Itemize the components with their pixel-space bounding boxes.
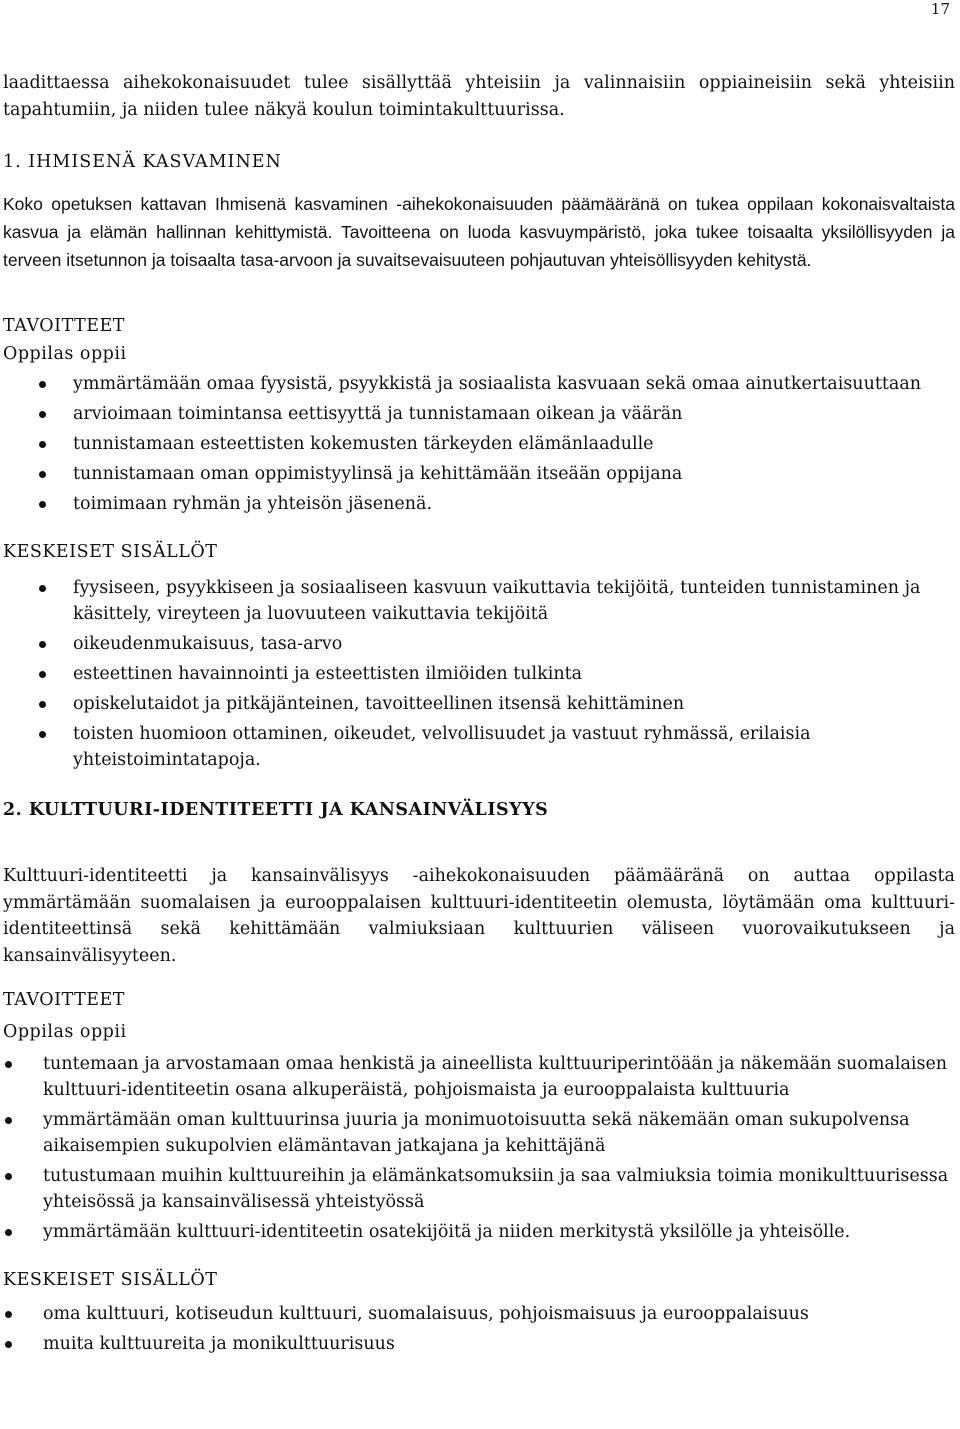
section-2-content-label: KESKEISET SISÄLLÖT <box>3 1270 218 1290</box>
list-item-text: tunnistamaan oman oppimistyylinsä ja kehittämään itseään oppijana <box>73 464 683 484</box>
list-item-text: esteettinen havainnointi ja esteettisten ilmiöiden tulkinta <box>73 664 583 684</box>
list-item-text: ymmärtämään omaa fyysistä, psyykkistä ja sosiaalista kasvuaan sekä omaa ainutkertaisuuttaan <box>73 374 922 394</box>
list-item <box>3 1051 955 1103</box>
list-item <box>3 1301 955 1327</box>
bullet-icon <box>39 501 46 508</box>
bullet-icon <box>39 471 46 478</box>
section-2-content-list <box>3 1301 955 1357</box>
section-2-paragraph: Kulttuuri-identiteetti ja kansainvälisyys -aihekokonaisuuden päämääränä on auttaa oppilasta ymmärtämään suomalaisen ja eurooppalaisen kulttuuri-identiteetin olemusta, löytämään oma kulttuuri-identiteettinsä sekä kehittämään valmiuksiaan kulttuurien väliseen vuorovaikutukseen ja kansainvälisyyteen. <box>3 866 955 966</box>
bullet-icon <box>5 1173 12 1180</box>
section-kulttuuri-identiteetti <box>3 797 955 1357</box>
section-2-goals-label: TAVOITTEET <box>3 990 125 1010</box>
list-item-text: fyysiseen, psyykkiseen ja sosiaaliseen kasvuun vaikuttavia tekijöitä, tunteiden tunnistaminen ja käsittely, vireyteen ja luovuuteen vaikuttavia tekijöitä <box>73 578 921 624</box>
intro-paragraph: laadittaessa aihekokonaisuudet tulee sisällyttää yhteisiin ja valinnaisiin oppiaineisiin sekä yhteisiin tapahtumiin, ja niiden tulee näkyä koulun toimintakulttuurissa. <box>3 73 955 120</box>
list-item-text: tutustumaan muihin kulttuureihin ja elämänkatsomuksiin ja saa valmiuksia toimia monikulttuurisessa yhteisössä ja kansainvälisessä yhteistyössä <box>43 1166 949 1212</box>
bullet-icon <box>5 1229 12 1236</box>
list-item <box>3 1107 955 1159</box>
list-item <box>3 1219 955 1245</box>
section-1-content-label: KESKEISET SISÄLLÖT <box>3 542 218 562</box>
list-item-text: oma kulttuuri, kotiseudun kulttuuri, suomalaisuus, pohjoismaisuus ja eurooppalaisuus <box>43 1304 809 1324</box>
section-2-student-label: Oppilas oppii <box>3 1022 127 1042</box>
bullet-icon <box>39 671 46 678</box>
section-1-paragraph <box>3 190 955 274</box>
section-1-paragraph-a: Koko opetuksen kattavan Ihmisenä kasvaminen -aihekokonaisuuden päämääränä on tukea oppilaan kokonaisvaltaista kasvua ja elämän hallinnan kehittymistä. <box>3 194 955 242</box>
bullet-icon <box>39 441 46 448</box>
bullet-icon <box>5 1341 12 1348</box>
list-item <box>3 1331 955 1357</box>
bullet-icon <box>39 641 46 648</box>
bullet-icon <box>39 381 46 388</box>
list-item-text: toisten huomioon ottaminen, oikeudet, velvollisuudet ja vastuut ryhmässä, erilaisia yhteistoimintatapoja. <box>73 724 811 770</box>
page-number: 17 <box>930 0 950 18</box>
bullet-icon <box>39 701 46 708</box>
list-item <box>3 371 955 397</box>
bullet-icon <box>5 1061 12 1068</box>
list-item-text: opiskelutaidot ja pitkäjänteinen, tavoitteellinen itsensä kehittäminen <box>73 694 685 714</box>
section-2-goals-list <box>3 1051 955 1245</box>
list-item <box>3 401 955 427</box>
section-1-heading: 1. IHMISENÄ KASVAMINEN <box>3 152 282 172</box>
bullet-icon <box>5 1117 12 1124</box>
list-item-text: toimimaan ryhmän ja yhteisön jäsenenä. <box>73 494 433 514</box>
list-item <box>3 721 955 773</box>
bullet-icon <box>39 585 46 592</box>
list-item-text: muita kulttuureita ja monikulttuurisuus <box>43 1334 395 1354</box>
section-1-student-label: Oppilas oppii <box>3 344 127 364</box>
bullet-icon <box>39 411 46 418</box>
list-item-text: tunnistamaan esteettisten kokemusten tärkeyden elämänlaadulle <box>73 434 654 454</box>
list-item-text: ymmärtämään oman kulttuurinsa juuria ja monimuotoisuutta sekä näkemään oman sukupolvensa aikaisempien sukupolvien elämäntavan jatkajana ja kehittäjänä <box>43 1110 910 1156</box>
list-item <box>3 661 955 687</box>
list-item <box>3 575 955 627</box>
bullet-icon <box>5 1311 12 1318</box>
list-item <box>3 1163 955 1215</box>
section-ihmisena-kasvaminen <box>3 149 955 773</box>
section-1-paragraph-b: Tavoitteena on luoda kasvuympäristö, joka tukee toisaalta yksilöllisyyden ja terveen itsetunnon ja toisaalta tasa-arvoon ja suvaitsevaisuuteen pohjautuvan yhteisöllisyyden kehitystä. <box>3 222 955 270</box>
list-item <box>3 461 955 487</box>
section-1-goals-list <box>3 371 955 517</box>
section-2-heading: 2. KULTTUURI-IDENTITEETTI JA KANSAINVÄLISYYS <box>3 800 549 820</box>
section-1-content-list <box>3 575 955 773</box>
list-item-text: tuntemaan ja arvostamaan omaa henkistä ja aineellista kulttuuriperintöään ja näkemään suomalaisen kulttuuri-identiteetin osana alkuperäistä, pohjoismaista ja eurooppalaista kulttuuria <box>43 1054 948 1100</box>
section-1-goals-label: TAVOITTEET <box>3 316 125 336</box>
list-item-text: arvioimaan toimintansa eettisyyttä ja tunnistamaan oikean ja väärän <box>73 404 683 424</box>
list-item <box>3 691 955 717</box>
list-item <box>3 491 955 517</box>
document-body <box>3 70 955 1361</box>
bullet-icon <box>39 731 46 738</box>
list-item <box>3 631 955 657</box>
list-item-text: ymmärtämään kulttuuri-identiteetin osatekijöitä ja niiden merkitystä yksilölle ja yhteisölle. <box>43 1222 851 1242</box>
list-item <box>3 431 955 457</box>
list-item-text: oikeudenmukaisuus, tasa-arvo <box>73 634 343 654</box>
